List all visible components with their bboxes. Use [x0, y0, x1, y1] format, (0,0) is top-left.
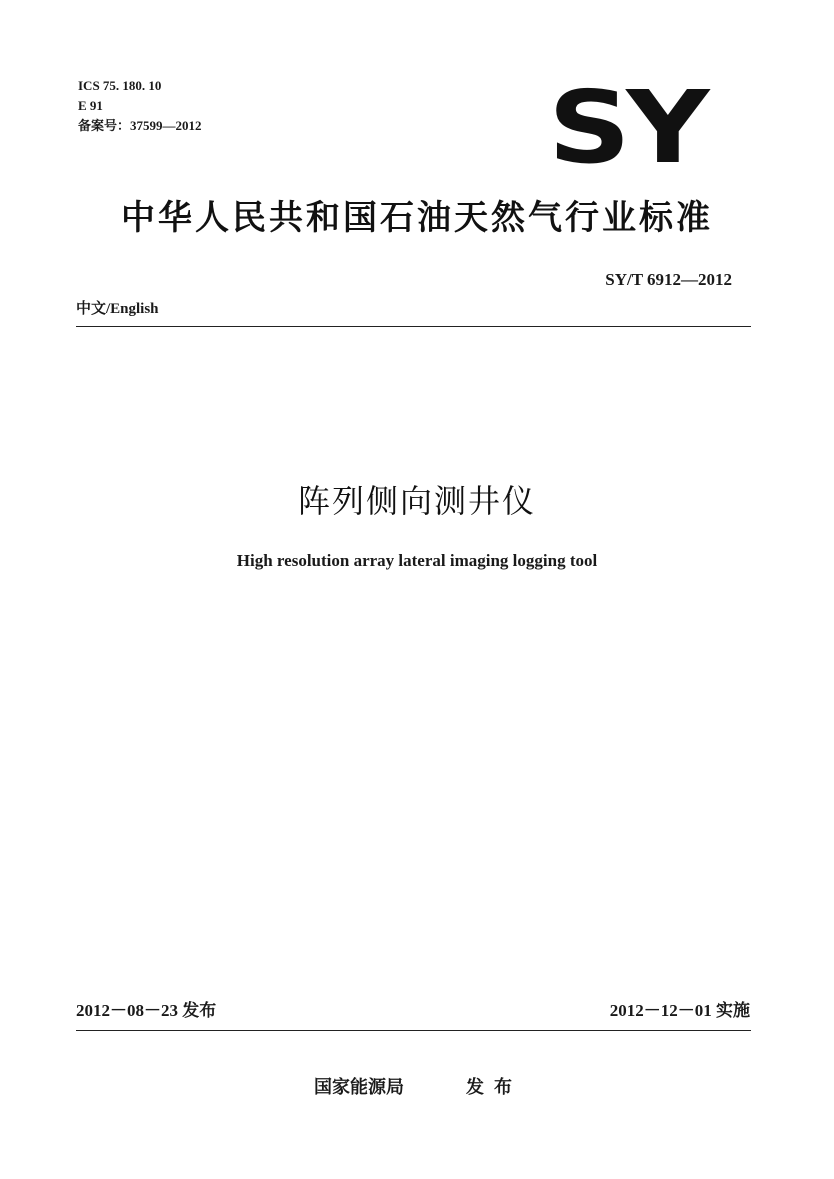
document-title-chinese: 阵列侧向测井仪	[297, 482, 536, 520]
implement-date: 2012－12－01 实施	[609, 1001, 750, 1020]
metadata-block	[78, 76, 202, 136]
record-number: 备案号：37599—2012	[78, 118, 202, 133]
top-divider	[76, 326, 751, 327]
publish-date: 2012－08－23 发布	[76, 1001, 217, 1020]
ics-code: ICS 75. 180. 10	[78, 78, 162, 93]
standard-code: SY/T 6912—2012	[605, 270, 732, 289]
issuer-action: 发布	[466, 1077, 522, 1098]
language-label: 中文/English	[76, 301, 159, 317]
standard-title: 中华人民共和国石油天然气行业标准	[121, 198, 713, 238]
sy-logo: SY	[548, 69, 705, 186]
bottom-divider	[76, 1030, 751, 1031]
document-title-english: High resolution array lateral imaging logging tool	[236, 551, 598, 570]
classification-code: E 91	[78, 98, 103, 113]
issuer-name: 国家能源局	[314, 1077, 404, 1098]
